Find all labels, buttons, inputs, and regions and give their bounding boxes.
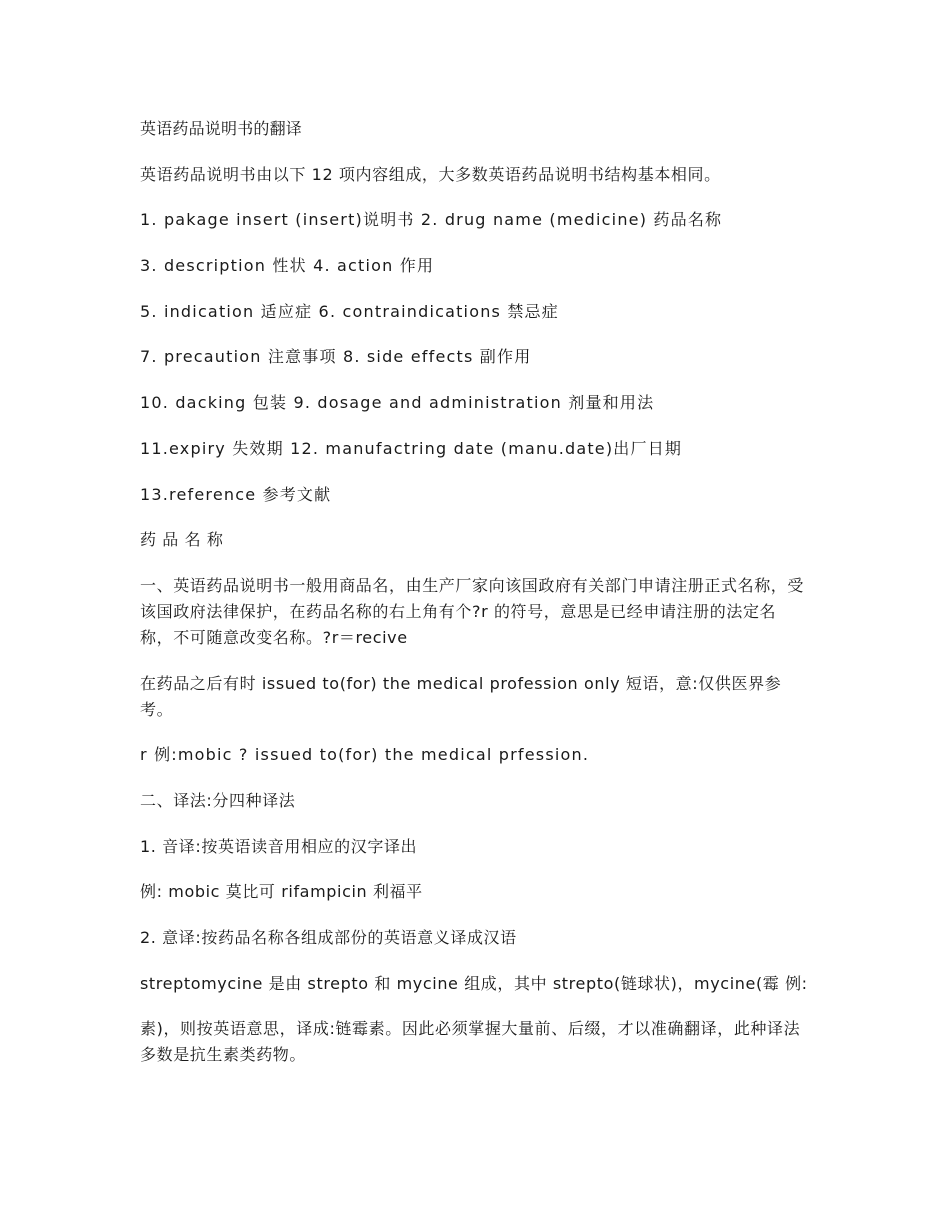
intro-paragraph: 英语药品说明书由以下 12 项内容组成，大多数英语药品说明书结构基本相同。 [140, 164, 721, 184]
free-translation-method: 2. 意译:按药品名称各组成部份的英语意义译成汉语 [140, 928, 517, 947]
conclusion-paragraph: 素)，则按英语意思，译成:链霉素。因此必须掌握大量前、后缀，才以准确翻译，此种译法多数是抗生素类药物。 [140, 1019, 801, 1065]
issued-to-paragraph: 在药品之后有时 issued to(for) the medical profession only 短语，意:仅供医界参考。 [140, 673, 782, 719]
mobic-example: r 例:mobic ? issued to(for) the medical prfession. [140, 745, 590, 765]
list-item-11-12: 11.expiry 失效期 12. manufactring date (manu.date)出厂日期 [140, 438, 683, 458]
transliteration-example: 例: mobic 莫比可 rifampicin 利福平 [140, 882, 423, 902]
transliteration-method: 1. 音译:按英语读音用相应的汉字译出 [140, 836, 418, 856]
document-body [140, 116, 808, 1088]
streptomycine-paragraph: streptomycine 是由 strepto 和 mycine 组成，其中 strepto(链球状)，mycine(霉 例: [140, 973, 808, 993]
section-heading-drug-name: 药 品 名 称 [140, 530, 224, 550]
section-heading-translation: 二、译法:分四种译法 [140, 790, 296, 810]
list-item-13: 13.reference 参考文献 [140, 484, 332, 504]
trade-name-paragraph: 一、英语药品说明书一般用商品名，由生产厂家向该国政府有关部门申请注册正式名称，受该国政府法律保护，在药品名称的右上角有个?r 的符号，意思是已经申请注册的法定名称，不可随意改变名称。?r＝recive [140, 575, 805, 647]
list-item-3-4: 3. description 性状 4. action 作用 [140, 256, 435, 276]
list-item-5-6: 5. indication 适应症 6. contraindications 禁忌症 [140, 301, 559, 321]
document-title: 英语药品说明书的翻译 [140, 119, 303, 138]
list-item-7-8: 7. precaution 注意事项 8. side effects 副作用 [140, 347, 532, 367]
list-item-1-2: 1. pakage insert (insert)说明书 2. drug name (medicine) 药品名称 [140, 210, 723, 230]
list-item-9-10: 10. dacking 包装 9. dosage and administration 剂量和用法 [140, 393, 655, 413]
